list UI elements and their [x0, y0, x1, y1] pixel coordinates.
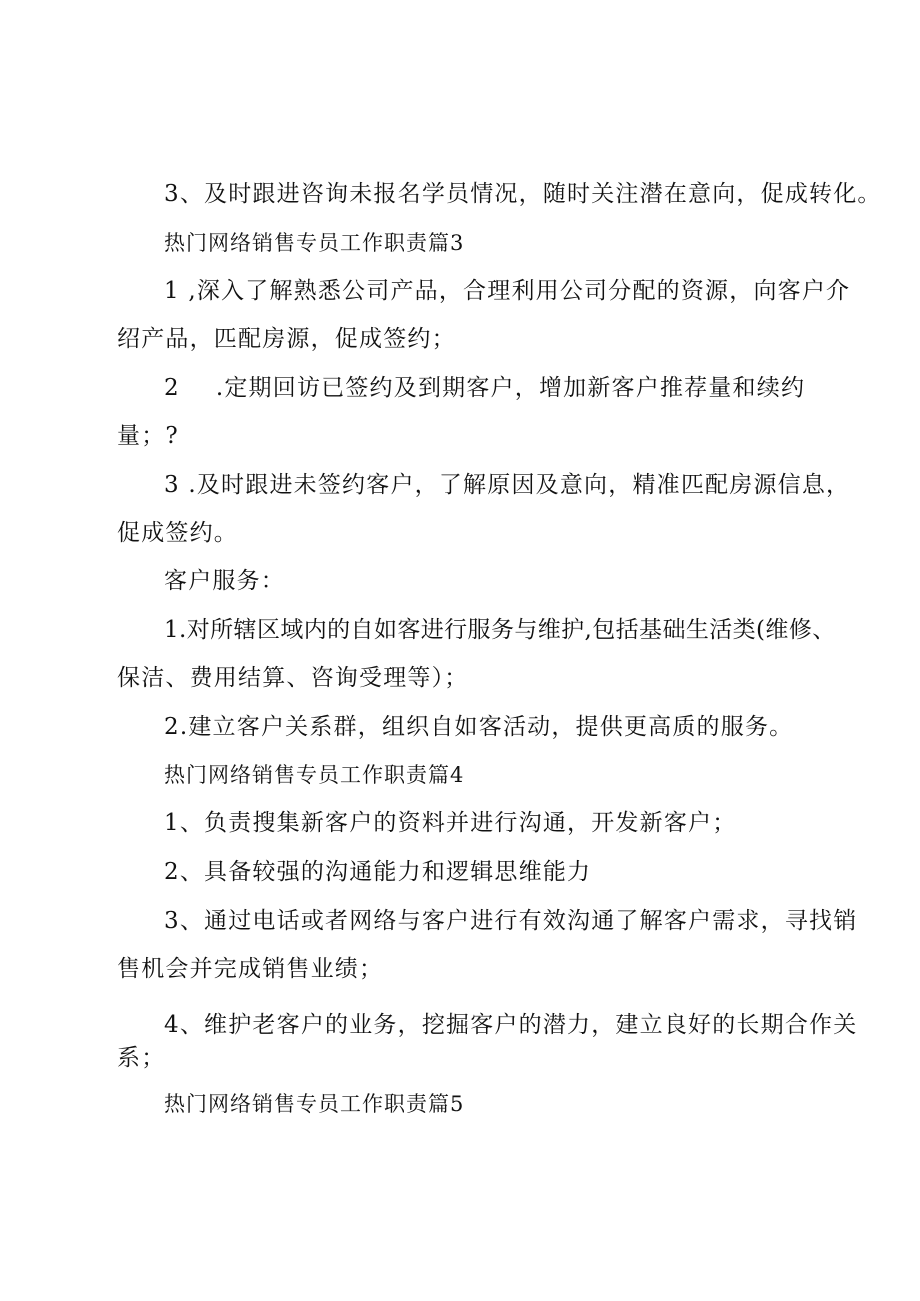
paragraph-line: 系； — [117, 1045, 166, 1071]
paragraph-line: 3、及时跟进咨询未报名学员情况，随时关注潜在意向，促成转化。 — [164, 181, 882, 207]
paragraph-line — [164, 373, 805, 403]
paragraph-line: 2、具备较强的沟通能力和逻辑思维能力 — [164, 859, 592, 885]
paragraph-line: 4、维护老客户的业务，挖掘客户的潜力，建立良好的长期合作关 — [164, 1012, 858, 1038]
paragraph-line: 3、通过电话或者网络与客户进行有效沟通了解客户需求，寻找销 — [164, 908, 858, 934]
paragraph-line: 量；? — [117, 423, 179, 449]
section-heading: 热门网络销售专员工作职责篇4 — [164, 763, 465, 787]
paragraph-line: 保洁、费用结算、咨询受理等）； — [117, 665, 469, 691]
paragraph-line: 客户服务： — [164, 568, 285, 594]
list-number: 2 — [164, 375, 180, 401]
paragraph-line: 1 ,深入了解熟悉公司产品，合理利用公司分配的资源，向客户介 — [164, 278, 851, 304]
paragraph-line: 1.对所辖区域内的自如客进行服务与维护,包括基础生活类(维修、 — [164, 617, 836, 643]
paragraph-line: 绍产品，匹配房源，促成签约； — [117, 326, 456, 352]
list-text: .定期回访已签约及到期客户，增加新客户推荐量和续约 — [215, 375, 806, 401]
section-heading: 热门网络销售专员工作职责篇3 — [164, 231, 465, 255]
paragraph-line: 促成签约。 — [117, 520, 238, 546]
paragraph-line: 售机会并完成销售业绩； — [117, 956, 384, 982]
paragraph-line: 1、负责搜集新客户的资料并进行沟通，开发新客户； — [164, 810, 737, 836]
paragraph-line: 2.建立客户关系群，组织自如客活动，提供更高质的服务。 — [164, 714, 794, 740]
paragraph-line: 3 .及时跟进未签约客户，了解原因及意向，精准匹配房源信息， — [164, 472, 851, 498]
section-heading: 热门网络销售专员工作职责篇5 — [164, 1092, 465, 1116]
